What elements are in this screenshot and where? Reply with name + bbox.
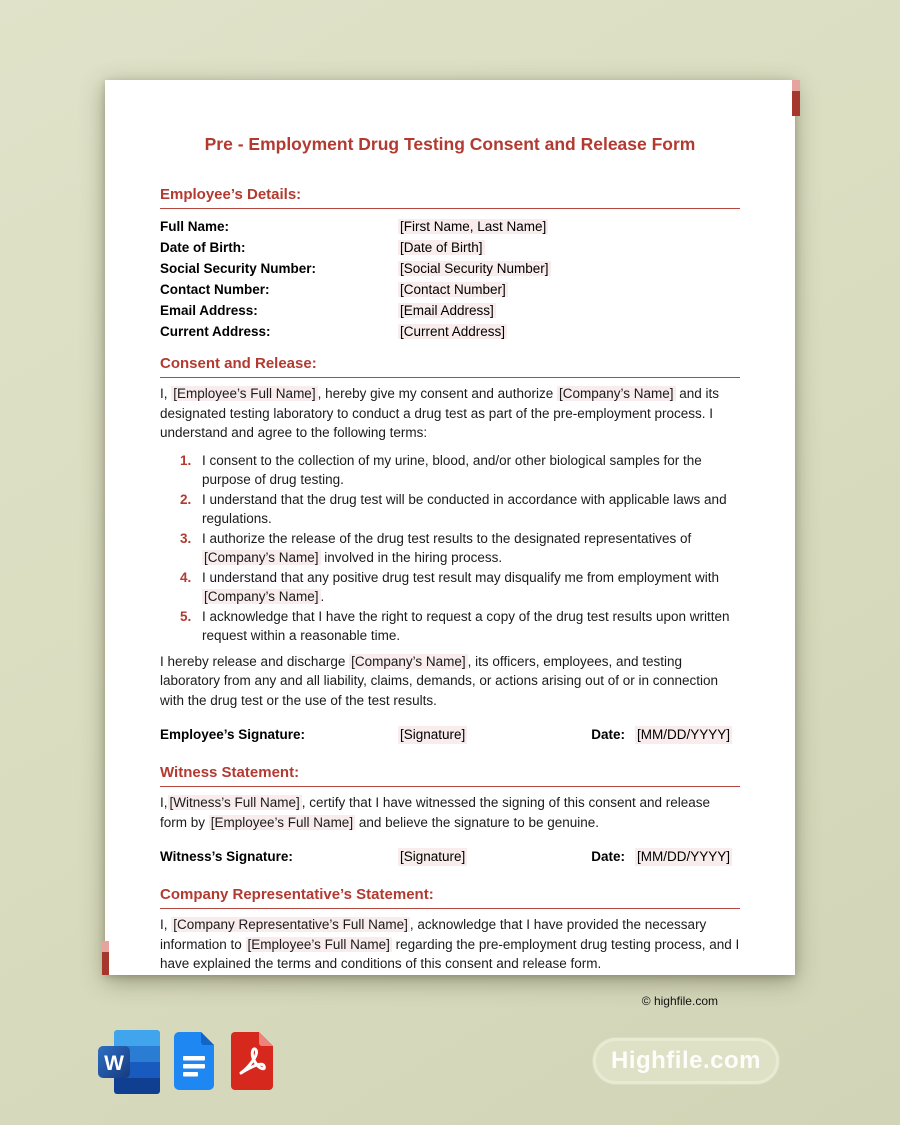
placeholder-token: [Company Representative’s Full Name] bbox=[173, 917, 408, 932]
placeholder-token: [Company’s Name] bbox=[204, 550, 319, 565]
detail-label: Contact Number: bbox=[160, 282, 270, 297]
employee-details-heading: Employee’s Details: bbox=[160, 186, 740, 209]
witness-signature-row bbox=[160, 848, 740, 866]
date-label: Date: bbox=[591, 727, 625, 742]
text-segment: , its officers, employees, and testing laboratory from any and all liability, claims, demands, or actions arising out of or in connection with the drug test or the use of the test results. bbox=[160, 653, 719, 708]
detail-label: Date of Birth: bbox=[160, 240, 246, 255]
word-letter: W bbox=[104, 1052, 124, 1075]
term-item-5 bbox=[202, 607, 740, 646]
consent-heading: Consent and Release: bbox=[160, 355, 740, 378]
text-segment: I, bbox=[160, 795, 168, 810]
section-consent-release bbox=[160, 355, 740, 744]
detail-value-placeholder: [Social Security Number] bbox=[400, 261, 549, 276]
witness-heading: Witness Statement: bbox=[160, 764, 740, 787]
text-segment: I authorize the release of the drug test results to the designated representatives of bbox=[202, 530, 692, 546]
pdf-download-icon[interactable] bbox=[231, 1032, 273, 1095]
detail-label: Full Name: bbox=[160, 219, 230, 234]
term-item-3 bbox=[202, 529, 740, 568]
document-page bbox=[105, 80, 795, 1008]
section-employee-details bbox=[160, 186, 740, 342]
detail-row-ssn bbox=[160, 258, 740, 279]
section-company-rep-statement bbox=[160, 886, 740, 974]
detail-value-placeholder: [First Name, Last Name] bbox=[400, 219, 547, 234]
highfile-badge-text: Highfile.com bbox=[610, 1047, 761, 1074]
highfile-badge[interactable] bbox=[593, 1038, 779, 1084]
detail-value-placeholder: [Contact Number] bbox=[400, 282, 506, 297]
placeholder-token: [Company’s Name] bbox=[351, 653, 466, 669]
detail-row-contact-number bbox=[160, 279, 740, 300]
detail-row-current-address bbox=[160, 321, 740, 342]
text-segment: I consent to the collection of my urine, blood, and/or other biological samples for the purpose of drug testing. bbox=[202, 452, 702, 487]
consent-intro-paragraph bbox=[160, 384, 740, 443]
placeholder-token: [Company’s Name] bbox=[204, 589, 319, 604]
placeholder-token: [Witness’s Full Name] bbox=[169, 795, 300, 810]
detail-row-email bbox=[160, 300, 740, 321]
placeholder-token: [Employee’s Full Name] bbox=[247, 936, 390, 952]
detail-row-full-name bbox=[160, 216, 740, 237]
text-segment: I understand that the drug test will be conducted in accordance with applicable laws and regulations. bbox=[202, 491, 727, 526]
term-item-4 bbox=[202, 568, 740, 607]
text-segment: regarding the pre-employment drug testing process, and I have explained the terms and conditions of this consent and release form. bbox=[160, 936, 740, 971]
detail-label: Current Address: bbox=[160, 324, 271, 339]
date-placeholder: [MM/DD/YYYY] bbox=[636, 849, 730, 864]
text-segment: I, bbox=[160, 386, 172, 401]
term-item-2 bbox=[202, 490, 740, 529]
placeholder-token: [Employee’s Full Name] bbox=[173, 386, 316, 401]
text-segment: , hereby give my consent and authorize bbox=[317, 386, 557, 401]
red-page-tab-bottom-left bbox=[102, 941, 109, 975]
witness-date-group bbox=[591, 848, 732, 866]
consent-terms-list bbox=[160, 451, 740, 646]
term-item-1 bbox=[202, 451, 740, 490]
detail-row-date-of-birth bbox=[160, 237, 740, 258]
text-segment: , acknowledge that I have provided the necessary information to bbox=[160, 917, 707, 952]
release-paragraph bbox=[160, 652, 740, 711]
witness-signature-placeholder: [Signature] bbox=[400, 849, 466, 864]
copyright-text: © highfile.com bbox=[641, 993, 718, 1008]
text-segment: I understand that any positive drug test result may disqualify me from employment with bbox=[202, 569, 719, 585]
company-rep-heading: Company Representative’s Statement: bbox=[160, 886, 740, 909]
detail-value-placeholder: [Email Address] bbox=[400, 303, 494, 318]
page-title: Pre - Employment Drug Testing Consent and Release Form bbox=[204, 134, 696, 154]
text-segment: I, bbox=[160, 917, 172, 932]
company-rep-paragraph bbox=[160, 915, 740, 974]
detail-label: Email Address: bbox=[160, 303, 258, 318]
text-segment: and believe the signature to be genuine. bbox=[355, 814, 600, 830]
text-segment: , certify that I have witnessed the signing of this consent and release form by bbox=[160, 795, 711, 830]
employee-details-list bbox=[160, 216, 740, 342]
text-segment: I hereby release and discharge bbox=[160, 653, 350, 669]
detail-label: Social Security Number: bbox=[160, 261, 317, 276]
placeholder-token: [Employee’s Full Name] bbox=[210, 814, 354, 830]
witness-signature-label: Witness’s Signature: bbox=[160, 849, 293, 864]
date-placeholder: [MM/DD/YYYY] bbox=[636, 727, 730, 742]
employee-date-group bbox=[591, 726, 732, 744]
word-download-icon[interactable] bbox=[98, 1030, 160, 1100]
text-segment: I acknowledge that I have the right to request a copy of the drug test results upon written request within a reasonable time. bbox=[202, 608, 730, 643]
employee-signature-row bbox=[160, 726, 740, 744]
text-segment: involved in the hiring process. bbox=[320, 550, 503, 565]
employee-signature-placeholder: [Signature] bbox=[400, 727, 466, 742]
text-segment: . bbox=[320, 589, 325, 604]
text-segment: and its designated testing laboratory to conduct a drug test as part of the pre-employment process. I understand and agree to the following terms: bbox=[160, 386, 720, 440]
date-label: Date: bbox=[591, 849, 625, 864]
google-docs-download-icon[interactable] bbox=[174, 1032, 214, 1095]
detail-value-placeholder: [Date of Birth] bbox=[400, 240, 483, 255]
red-page-tab-top-right bbox=[792, 80, 800, 116]
detail-value-placeholder: [Current Address] bbox=[400, 324, 506, 339]
placeholder-token: [Company’s Name] bbox=[558, 386, 674, 401]
employee-signature-label: Employee’s Signature: bbox=[160, 727, 306, 742]
witness-paragraph bbox=[160, 793, 740, 832]
section-witness-statement bbox=[160, 764, 740, 866]
